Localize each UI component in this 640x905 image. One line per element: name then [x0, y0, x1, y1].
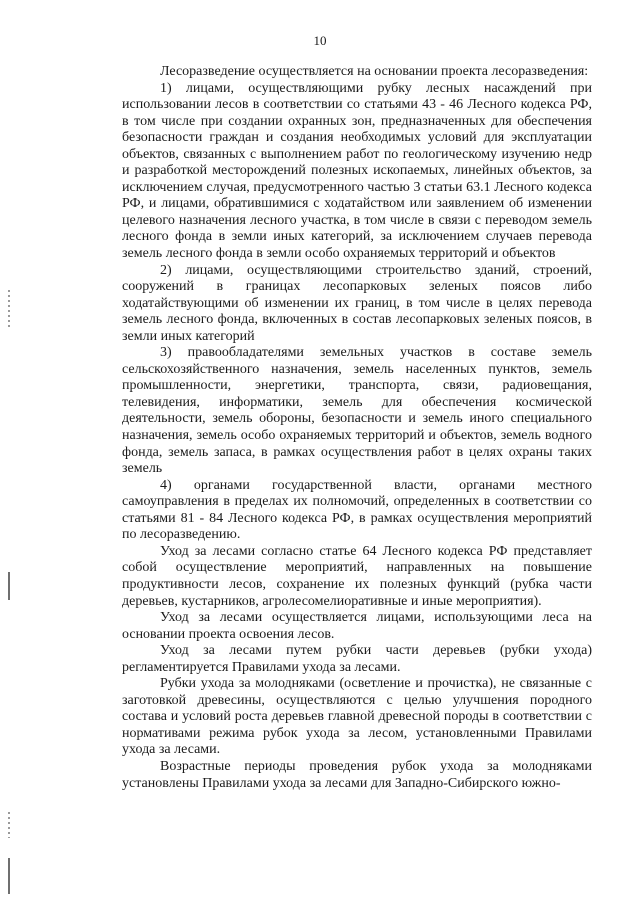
paragraph-young-stands: Рубки ухода за молодняками (осветление и прочистка), не связанные с заготовкой древесины, осуществляются с целью улучшения породного состава и условий роста деревьев главной древесной породы в соответствии с нормативами режима рубок ухода за лесом, установленными Правилами ухода за лесами.: [122, 676, 592, 758]
scan-margin-mark: [8, 290, 10, 330]
paragraph-item-1: 1) лицами, осуществляющими рубку лесных насаждений при использовании лесов в соответствии со статьями 43 - 46 Лесного кодекса РФ, в том числе при создании охранных зон, предназначенных для обеспечения безопасности граждан и создания необходимых условий для эксплуатации объектов, связанных с выполнением работ по геологическому изучению недр и разработкой месторождений полезных ископаемых, линейных объектов, за исключением случая, предусмотренного частью 3 статьи 63.1 Лесного кодекса РФ, и лицами, обратившимися с ходатайством или заявлением об изменении целевого назначения лесного участка, в том числе в связи с переводом земель лесного фонда в земли иных категорий, за исключением случаев перевода земель лесного фонда в земли особо охраняемых территорий и объектов: [122, 80, 592, 262]
page-number: 10: [313, 33, 327, 48]
paragraph-item-2: 2) лицами, осуществляющими строительство зданий, строений, сооружений в границах лесопарковых зеленых поясов либо ходатайствующими об изменении их границ, в том числе в целях перевода земель лесного фонда, включенных в состав лесопарковых зеленых поясов, в земли иных категорий: [122, 262, 592, 344]
paragraph-item-3: 3) правообладателями земельных участков в составе земель сельскохозяйственного назначения, земель населенных пунктов, земель промышленности, энергетики, транспорта, связи, радиовещания, телевидения, информатики, земель для обеспечения космической деятельности, земель обороны, безопасности и земель иного специального назначения, земель особо охраняемых территорий и объектов, земель водного фонда, земель запаса, в рамках осуществления работ в целях охраны таких земель: [122, 345, 592, 477]
document-body: [122, 64, 592, 792]
scan-margin-mark: [8, 572, 10, 600]
paragraph-care-persons: Уход за лесами осуществляется лицами, использующими леса на основании проекта освоения лесов.: [122, 610, 592, 642]
paragraph-age-periods: Возрастные периоды проведения рубок ухода за молодняками установлены Правилами ухода за лесами для Западно-Сибирского южно-: [122, 758, 592, 791]
paragraph-forest-care: Уход за лесами согласно статье 64 Лесного кодекса РФ представляет собой осуществление мероприятий, направленных на повышение продуктивности лесов, сохранение их полезных функций (рубка части деревьев, кустарников, агролесомелиоративные и иные мероприятия).: [122, 543, 592, 609]
paragraph-intro: Лесоразведение осуществляется на основании проекта лесоразведения:: [160, 64, 589, 79]
paragraph-item-4: 4) органами государственной власти, органами местного самоуправления в пределах их полномочий, определенных в соответствии со статьями 81 - 84 Лесного кодекса РФ, в рамках осуществления мероприятий по лесоразведению.: [122, 477, 592, 543]
scan-margin-mark: [8, 812, 10, 838]
scan-margin-mark: [8, 858, 10, 894]
paragraph-care-cutting: Уход за лесами путем рубки части деревьев (рубки ухода) регламентируется Правилами ухода за лесами.: [122, 643, 592, 675]
